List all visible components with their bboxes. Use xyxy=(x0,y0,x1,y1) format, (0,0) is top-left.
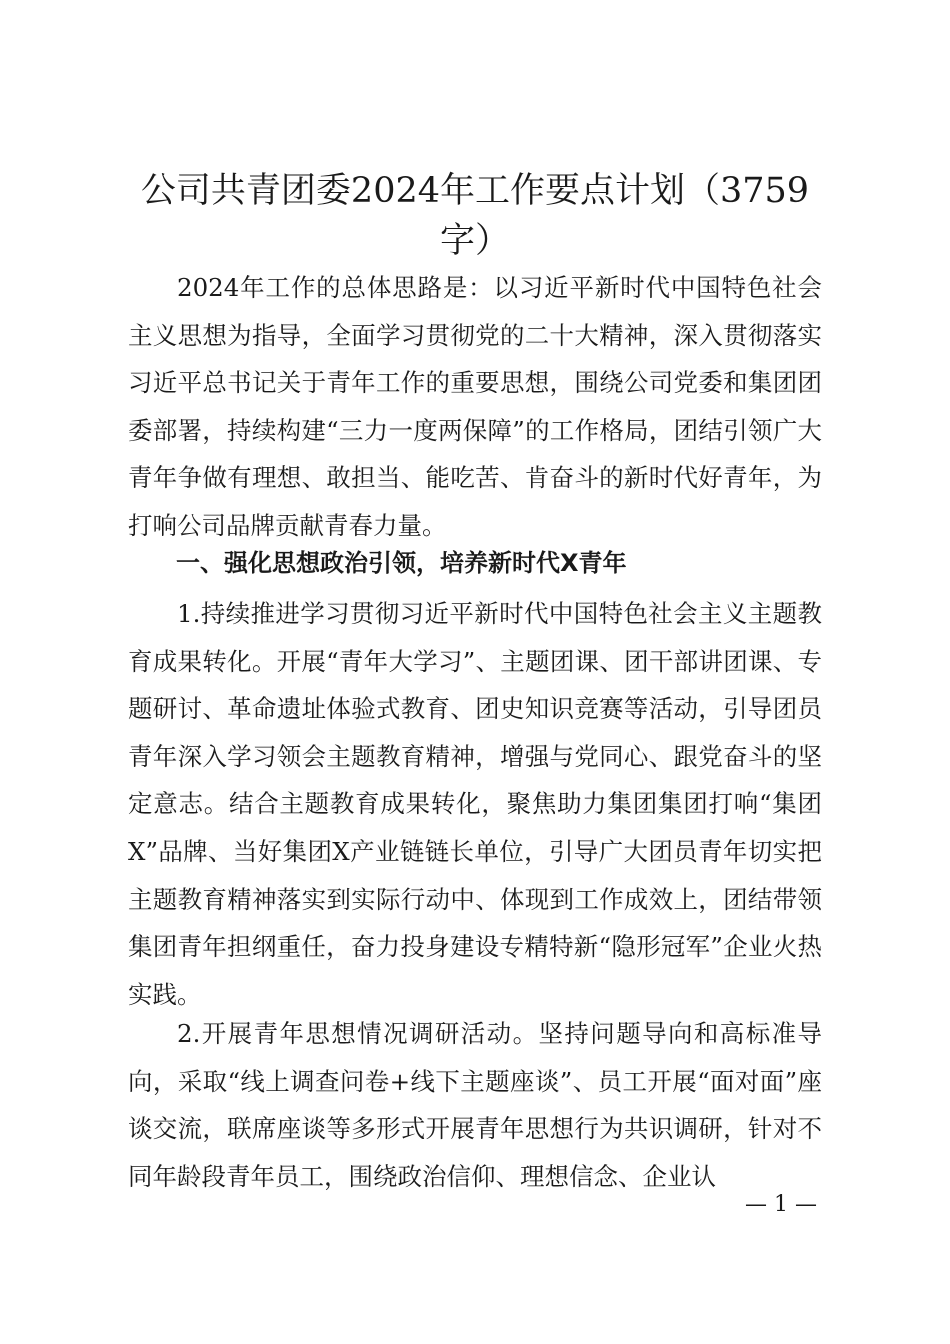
page-number: — 1 — xyxy=(745,1192,817,1217)
item-1-paragraph: 1.持续推进学习贯彻习近平新时代中国特色社会主义主题教育成果转化。开展“青年大学习”、主题团课、团干部讲团课、专题研讨、革命遗址体验式教育、团史知识竞赛等活动，引导团员青年深入学习领会主题教育精神，增强与党同心、跟党奋斗的坚定意志。结合主题教育成果转化，聚焦助力集团集团打响“集团X”品牌、当好集团X产业链链长单位，引导广大团员青年切实把主题教育精神落实到实际行动中、体现到工作成效上，团结带领集团青年担纲重任，奋力投身建设专精特新“隐形冠军”企业火热实践。 xyxy=(128,599,822,1009)
item-2-paragraph: 2.开展青年思想情况调研活动。坚持问题导向和高标准导向，采取“线上调查问卷+线下主题座谈”、员工开展“面对面”座谈交流，联席座谈等多形式开展青年思想行为共识调研，针对不同年龄段青年员工，围绕政治信仰、理想信念、企业认 xyxy=(128,1019,822,1191)
section-heading-1: 一、强化思想政治引领，培养新时代X青年 xyxy=(176,549,627,577)
document-title: 公司共青团委2024年工作要点计划（3759字） xyxy=(140,171,810,261)
intro-paragraph: 2024年工作的总体思路是：以习近平新时代中国特色社会主义思想为指导，全面学习贯彻党的二十大精神，深入贯彻落实习近平总书记关于青年工作的重要思想，围绕公司党委和集团团委部署，持续构建“三力一度两保障”的工作格局，团结引领广大青年争做有理想、敢担当、能吃苦、肯奋斗的新时代好青年，为打响公司品牌贡献青春力量。 xyxy=(128,273,822,540)
